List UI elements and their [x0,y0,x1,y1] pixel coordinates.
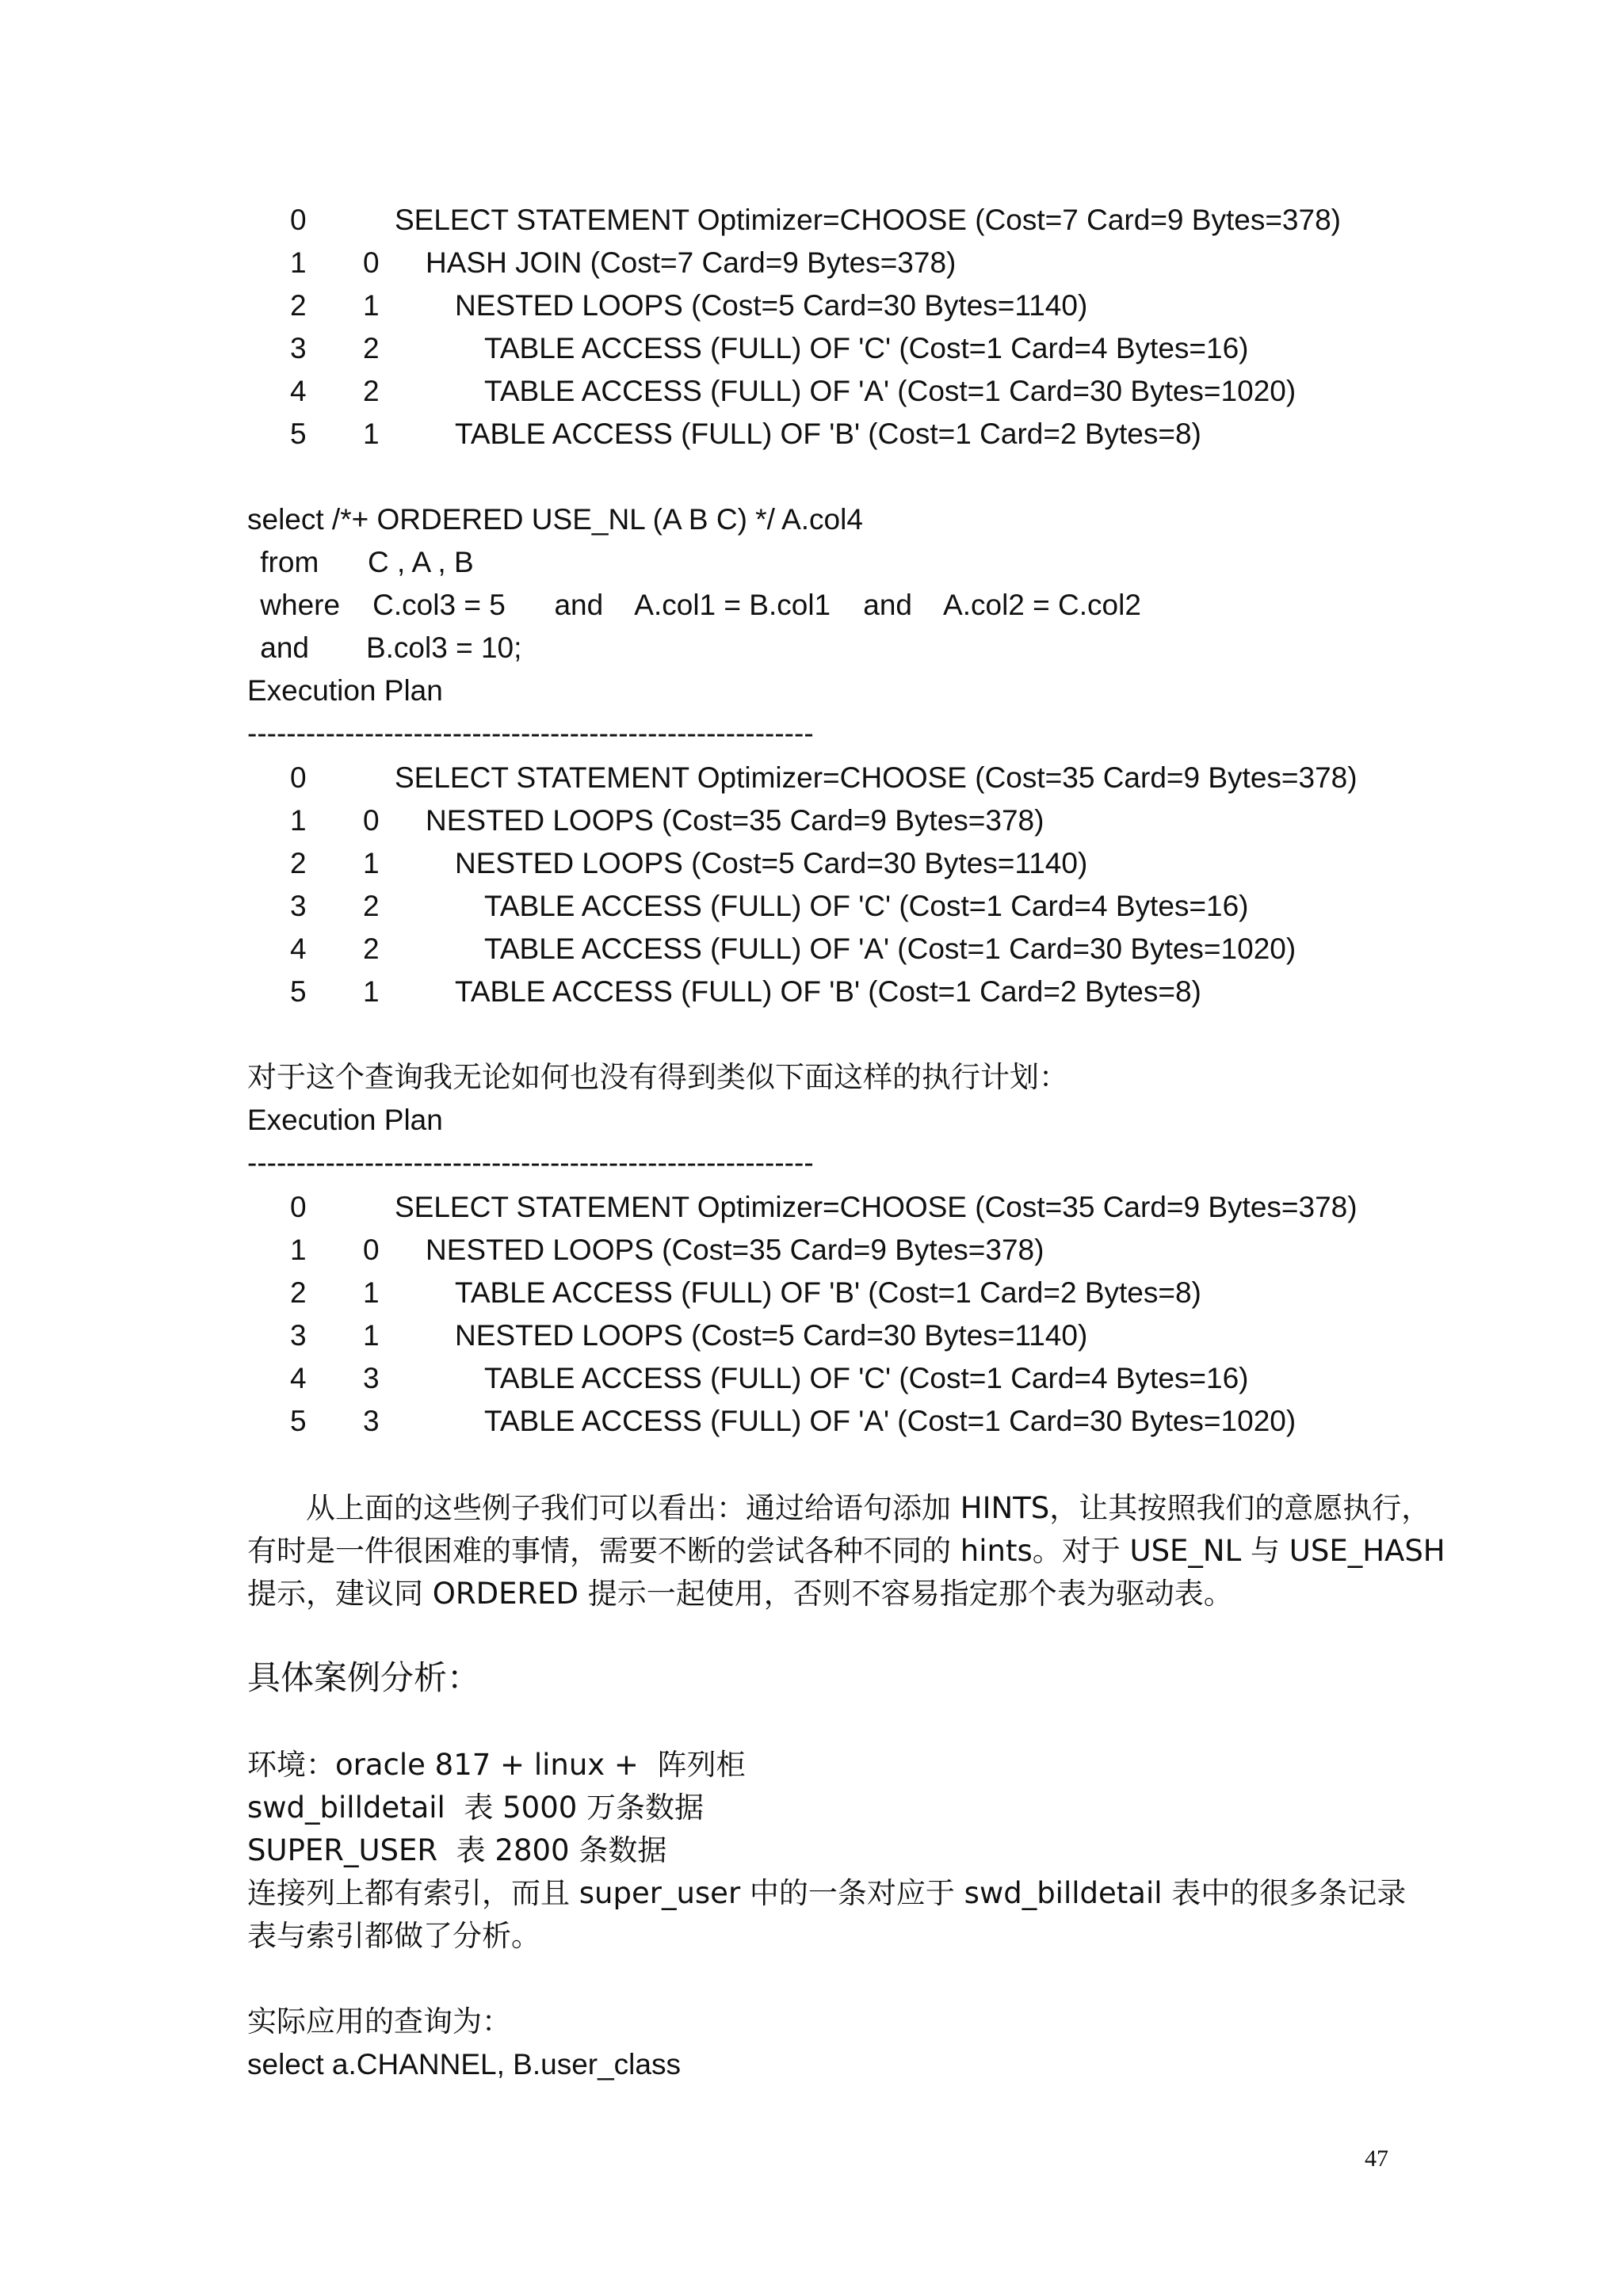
plan-title: Execution Plan [247,674,443,707]
sql-line: and B.col3 = 10; [252,631,522,664]
plan-row [0,1233,1623,1268]
plan-row-id: 3 [290,332,307,364]
plan-row-id: 4 [290,1362,307,1394]
plan-row-operation: HASH JOIN (Cost=7 Card=9 Bytes=378) [426,246,957,279]
plan-row-parent: 1 [363,975,380,1008]
plan-row-parent: 1 [363,418,380,450]
analyze-note-line: 表与索引都做了分析。 [247,1919,540,1953]
plan-row [0,846,1623,881]
plan-row-id: 2 [290,847,307,879]
plan-row-id: 5 [290,1405,307,1437]
query-intro-line: 实际应用的查询为： [247,2004,511,2039]
sql-line: select a.CHANNEL, B.user_class [247,2048,681,2081]
plan-row [0,932,1623,967]
plan-row [0,1276,1623,1310]
table-info-line: swd_billdetail 表 5000 万条数据 [247,1791,705,1825]
plan-row-id: 0 [290,761,307,794]
plan-row-id: 2 [290,289,307,322]
plan-row-operation: TABLE ACCESS (FULL) OF 'C' (Cost=1 Card=4 Bytes=16) [484,1362,1249,1394]
index-note-line: 连接列上都有索引，而且 super_user 中的一条对应于 swd_billdetail 表中的很多条记录 [247,1876,1407,1910]
plan-row-parent: 2 [363,332,380,364]
section-heading: 具体案例分析： [247,1658,481,1697]
plan-row-parent: 1 [363,1319,380,1352]
plan-row-operation: TABLE ACCESS (FULL) OF 'B' (Cost=1 Card=2 Bytes=8) [455,1276,1201,1309]
plan-row-operation: TABLE ACCESS (FULL) OF 'A' (Cost=1 Card=30 Bytes=1020) [484,1405,1296,1437]
plan-row [0,889,1623,924]
plan-row-operation: NESTED LOOPS (Cost=5 Card=30 Bytes=1140) [455,289,1088,322]
plan-row-operation: NESTED LOOPS (Cost=5 Card=30 Bytes=1140) [455,1319,1088,1352]
plan-row-parent: 3 [363,1405,380,1437]
sql-line: where C.col3 = 5 and A.col1 = B.col1 and A.col2 = C.col2 [252,589,1141,621]
plan-separator: ---------------------------------------------------------- [247,717,814,749]
plan-row [0,761,1623,795]
plan-row-operation: TABLE ACCESS (FULL) OF 'B' (Cost=1 Card=2 Bytes=8) [455,975,1201,1008]
plan-row-operation: NESTED LOOPS (Cost=35 Card=9 Bytes=378) [426,1234,1044,1266]
plan-separator: ---------------------------------------------------------- [247,1146,814,1179]
plan-row-id: 3 [290,1319,307,1352]
plan-row [0,803,1623,838]
page-number: 47 [1365,2145,1388,2172]
plan-row [0,1318,1623,1353]
conclusion-line: 提示，建议同 ORDERED 提示一起使用，否则不容易指定那个表为驱动表。 [247,1577,1233,1611]
plan-row [0,1404,1623,1439]
plan-row-operation: TABLE ACCESS (FULL) OF 'C' (Cost=1 Card=4 Bytes=16) [484,890,1249,922]
plan-row-parent: 0 [363,246,380,279]
plan-row [0,331,1623,366]
plan-row-operation: TABLE ACCESS (FULL) OF 'A' (Cost=1 Card=30 Bytes=1020) [484,375,1296,407]
plan-row-id: 0 [290,204,307,236]
note-text: 对于这个查询我无论如何也没有得到类似下面这样的执行计划： [247,1060,1068,1094]
plan-row-id: 5 [290,418,307,450]
plan-row-id: 1 [290,1234,307,1266]
table-info-line: SUPER_USER 表 2800 条数据 [247,1833,667,1867]
plan-row-operation: SELECT STATEMENT Optimizer=CHOOSE (Cost=7 Card=9 Bytes=378) [395,204,1341,236]
plan-row-parent: 2 [363,933,380,965]
plan-row-id: 3 [290,890,307,922]
sql-line: select /*+ ORDERED USE_NL (A B C) */ A.col4 [247,503,863,536]
plan-title: Execution Plan [247,1104,443,1136]
sql-line: from C , A , B [252,546,474,578]
plan-row-id: 4 [290,375,307,407]
plan-row [0,974,1623,1009]
plan-row-id: 1 [290,804,307,837]
plan-row-operation: NESTED LOOPS (Cost=35 Card=9 Bytes=378) [426,804,1044,837]
plan-row-operation: NESTED LOOPS (Cost=5 Card=30 Bytes=1140) [455,847,1088,879]
plan-row-parent: 1 [363,847,380,879]
plan-row-operation: TABLE ACCESS (FULL) OF 'A' (Cost=1 Card=30 Bytes=1020) [484,933,1296,965]
plan-row-parent: 1 [363,289,380,322]
plan-row-operation: TABLE ACCESS (FULL) OF 'B' (Cost=1 Card=2 Bytes=8) [455,418,1201,450]
plan-row-parent: 1 [363,1276,380,1309]
environment-line: 环境：oracle 817 + linux + 阵列柜 [247,1748,746,1782]
plan-row-id: 4 [290,933,307,965]
conclusion-line: 有时是一件很困难的事情，需要不断的尝试各种不同的 hints。对于 USE_NL 与 USE_HASH [247,1534,1445,1568]
plan-row [0,417,1623,452]
plan-row [0,374,1623,409]
plan-row-parent: 2 [363,375,380,407]
plan-row-operation: SELECT STATEMENT Optimizer=CHOOSE (Cost=35 Card=9 Bytes=378) [395,1191,1358,1223]
plan-row [0,288,1623,323]
plan-row-parent: 0 [363,804,380,837]
plan-row [0,1190,1623,1225]
plan-row-operation: TABLE ACCESS (FULL) OF 'C' (Cost=1 Card=4 Bytes=16) [484,332,1249,364]
plan-row-id: 0 [290,1191,307,1223]
plan-row [0,246,1623,280]
plan-row-id: 2 [290,1276,307,1309]
plan-row-parent: 0 [363,1234,380,1266]
plan-row-parent: 3 [363,1362,380,1394]
plan-row-operation: SELECT STATEMENT Optimizer=CHOOSE (Cost=35 Card=9 Bytes=378) [395,761,1358,794]
plan-row-parent: 2 [363,890,380,922]
plan-row [0,1361,1623,1396]
plan-row-id: 1 [290,246,307,279]
conclusion-line: 从上面的这些例子我们可以看出：通过给语句添加 HINTS，让其按照我们的意愿执行， [306,1491,1431,1525]
plan-row-id: 5 [290,975,307,1008]
plan-row [0,203,1623,238]
